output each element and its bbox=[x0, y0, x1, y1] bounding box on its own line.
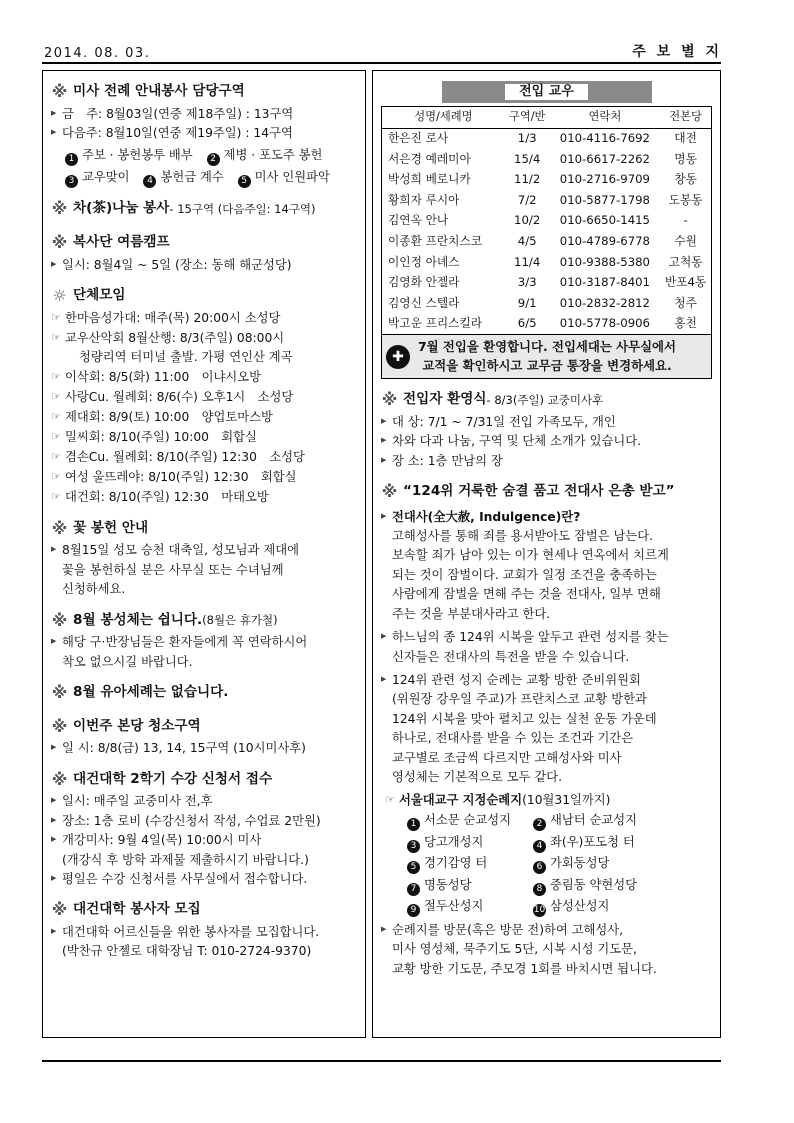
table-row bbox=[382, 190, 712, 211]
bullet-icon: ▶ bbox=[381, 511, 387, 520]
text-line: 124위 관련 성지 순례는 교황 방한 준비위원회 bbox=[392, 672, 641, 687]
group-item: 겸손Cu. 월례회: 8/10(주일) 12:30 소성당 bbox=[65, 450, 305, 465]
text-line: 하느님의 종 124위 시복을 앞두고 관련 성지를 찾는 bbox=[392, 630, 669, 645]
reception-section bbox=[381, 387, 712, 471]
number-badge: 3 bbox=[407, 840, 420, 853]
text-line: 개강미사: 9월 4일(목) 10:00시 미사 bbox=[62, 833, 262, 848]
group-item: 대건회: 8/10(주일) 12:30 마태오방 bbox=[65, 489, 269, 504]
text-line: 착오 없으시길 바랍니다. bbox=[62, 654, 193, 669]
snowflake-icon: ※ bbox=[51, 716, 68, 736]
text-line: (개강식 후 방학 과제물 제출하시기 바랍니다.) bbox=[62, 852, 309, 867]
number-badge: 5 bbox=[407, 861, 420, 874]
bullet-icon: ▶ bbox=[381, 436, 387, 445]
bullet-icon: ▶ bbox=[381, 455, 387, 464]
bullet-icon: ▶ bbox=[381, 416, 387, 425]
section-title: 대건대학 봉사자 모집 bbox=[73, 901, 201, 918]
pointing-hand-icon: ☞ bbox=[51, 310, 61, 324]
table-cell: 한은진 로사 bbox=[388, 131, 449, 146]
text-line: 해당 구·반장님들은 환자들에게 꼭 연락하시어 bbox=[62, 635, 308, 650]
section-subtitle: - 15구역 (다음주일: 14구역) bbox=[169, 202, 316, 217]
text-line: 교구별로 조금씩 다르지만 고해성사와 미사 bbox=[392, 750, 622, 765]
column-header: 성명/세례명 bbox=[382, 107, 505, 129]
bullet-icon: ▶ bbox=[51, 128, 57, 137]
table-cell: 수원 bbox=[674, 233, 697, 248]
text-line: (위원장 강우일 주교)가 프란치스코 교황 방한과 bbox=[392, 692, 647, 707]
table-row bbox=[382, 149, 712, 170]
snowflake-icon: ※ bbox=[51, 683, 68, 703]
table-cell: - bbox=[683, 213, 688, 228]
text-line: 124위 시복을 맞아 펼치고 있는 실천 운동 가운데 bbox=[392, 711, 657, 726]
snowflake-icon: ※ bbox=[51, 199, 68, 219]
text-line: 일시: 매주일 교중미사 전,후 bbox=[62, 794, 213, 809]
text-line: 차와 다과 나눔, 구역 및 단체 소개가 있습니다. bbox=[392, 434, 641, 449]
bullet-icon: ▶ bbox=[51, 259, 57, 268]
column-header: 전본당 bbox=[660, 107, 711, 129]
role-text: 미사 인원파악 bbox=[254, 169, 330, 184]
table-row bbox=[382, 293, 712, 314]
column-header: 구역/반 bbox=[505, 107, 550, 129]
pointing-hand-icon: ☞ bbox=[51, 489, 61, 503]
left-column bbox=[42, 70, 366, 1038]
tea-section bbox=[51, 196, 355, 222]
group-item: 한마음성가대: 매주(목) 20:00시 소성당 bbox=[65, 310, 281, 325]
bullet-icon: ▶ bbox=[381, 925, 387, 933]
text-line: 대건대학 어르신들을 위한 봉사자를 모집합니다. bbox=[62, 924, 320, 939]
table-row bbox=[382, 273, 712, 294]
group-item: 이삭회: 8/5(화) 11:00 이냐시오방 bbox=[65, 370, 261, 385]
table-cell: 고척동 bbox=[668, 254, 703, 269]
role-text: 제병 · 포도주 봉헌 bbox=[223, 148, 323, 163]
section-title: 8월 봉성체는 쉽니다. bbox=[73, 611, 203, 628]
table-cell: 명동 bbox=[674, 151, 697, 166]
table-cell: 010-5778-0906 bbox=[559, 316, 650, 331]
cleaning-section bbox=[51, 714, 355, 759]
liturgy-section bbox=[51, 79, 355, 188]
table-cell: 청주 bbox=[674, 295, 697, 310]
bullet-icon: ▶ bbox=[51, 637, 57, 646]
number-badge: 6 bbox=[533, 861, 546, 874]
table-cell: 홍천 bbox=[674, 316, 697, 331]
column-header: 연락처 bbox=[550, 107, 661, 129]
table-cell: 7/2 bbox=[517, 192, 537, 207]
text-line: 장 소: 1층 만남의 장 bbox=[392, 453, 503, 468]
pointing-hand-icon: ☞ bbox=[51, 410, 61, 424]
pointing-hand-icon: ☞ bbox=[51, 469, 61, 483]
groups-section bbox=[51, 283, 355, 508]
table-header-row bbox=[382, 107, 712, 129]
number-badge: 2 bbox=[207, 153, 220, 166]
text-line: 8월15일 성모 승천 대축일, 성모님과 제대에 bbox=[62, 543, 299, 558]
table-row bbox=[382, 231, 712, 252]
table-cell: 010-5877-1798 bbox=[559, 192, 650, 207]
table-cell: 9/1 bbox=[517, 295, 537, 310]
table-cell: 김연옥 안나 bbox=[388, 213, 449, 228]
table-cell: 박성희 베로니카 bbox=[388, 172, 471, 187]
table-cell: 6/5 bbox=[517, 316, 537, 331]
text-line: 교황 방한 기도문, 주모경 1회를 바치시면 됩니다. bbox=[392, 961, 657, 976]
number-badge: 4 bbox=[143, 175, 156, 188]
snowflake-icon: ※ bbox=[51, 769, 68, 789]
number-badge: 1 bbox=[65, 153, 78, 166]
section-subtitle: - 8/3(주일) 교중미사후 bbox=[486, 392, 604, 407]
section-title: 꽃 봉헌 안내 bbox=[73, 519, 149, 536]
number-badge: 1 bbox=[407, 818, 420, 831]
table-cell: 김영신 스텔라 bbox=[388, 295, 460, 310]
pilgrimage-list bbox=[381, 810, 712, 918]
pilgrimage-subtitle: (10월31일까지) bbox=[522, 792, 611, 807]
transfer-section bbox=[381, 81, 712, 379]
group-item: 제대회: 8/9(토) 10:00 양업토마스방 bbox=[65, 410, 273, 425]
pointing-hand-icon: ☞ bbox=[51, 430, 61, 444]
bullet-icon: ▶ bbox=[51, 926, 57, 935]
snowflake-icon: ※ bbox=[381, 390, 398, 410]
text-line: 영성체는 기본적으로 모두 같다. bbox=[392, 770, 563, 785]
camp-section bbox=[51, 230, 355, 275]
bullet-icon: ▶ bbox=[381, 674, 387, 683]
text-line: (박찬규 안젤로 대학장님 T: 010-2724-9370) bbox=[62, 944, 312, 959]
table-cell: 010-2716-9709 bbox=[559, 172, 650, 187]
text-line: 평일은 수강 신청서를 사무실에서 접수합니다. bbox=[62, 871, 308, 886]
place-name: 당고개성지 bbox=[424, 834, 484, 849]
group-item: 교우산악회 8월산행: 8/3(주일) 08:00시 bbox=[65, 330, 285, 345]
table-cell: 010-3187-8401 bbox=[559, 275, 650, 290]
pointing-hand-icon: ☞ bbox=[51, 370, 61, 384]
role-text: 교우맞이 bbox=[82, 169, 130, 184]
sick-communion-section bbox=[51, 608, 355, 672]
text-line: 사람에게 잠벌을 면해 주는 것을 전대사, 일부 면해 bbox=[392, 587, 661, 602]
number-badge: 9 bbox=[407, 904, 420, 917]
text-line: 다음주: 8월10일(연중 제19주일) : 14구역 bbox=[62, 126, 293, 141]
table-row bbox=[382, 129, 712, 150]
header-rule bbox=[42, 62, 721, 64]
section-title: “124위 거룩한 숨결 품고 전대사 은총 받고” bbox=[403, 482, 675, 499]
welcome-line: 교적을 확인하시고 교무금 통장을 변경하세요. bbox=[422, 357, 672, 373]
sun-icon: ☼ bbox=[52, 286, 67, 306]
bullet-icon: ▶ bbox=[51, 815, 57, 824]
text-line: 장소: 1층 로비 (수강신청서 작성, 수업료 2만원) bbox=[62, 813, 321, 828]
text-line: 되는 것이 잠벌이다. 교회가 일정 조건을 충족하는 bbox=[392, 567, 657, 582]
section-title: 단체모임 bbox=[73, 287, 126, 303]
table-cell: 창동 bbox=[674, 172, 697, 187]
bullet-icon: ▶ bbox=[51, 545, 57, 554]
table-cell: 박고운 프리스킬라 bbox=[388, 316, 483, 331]
table-cell: 010-9388-5380 bbox=[559, 254, 650, 269]
text-line: 금 주: 8월03일(연중 제18주일) : 13구역 bbox=[62, 106, 294, 121]
text-line: 신청하세요. bbox=[62, 582, 126, 597]
text-line: 고해성사를 통해 죄를 용서받아도 잠벌은 남는다. bbox=[392, 529, 654, 544]
table-cell: 대전 bbox=[674, 131, 697, 146]
table-row bbox=[382, 170, 712, 191]
text-line: 하나로, 전대사를 받을 수 있는 조건과 기간은 bbox=[392, 731, 634, 746]
place-name: 서소문 순교성지 bbox=[424, 813, 512, 828]
pointing-hand-icon: ☞ bbox=[385, 792, 395, 806]
table-cell: 010-2832-2812 bbox=[559, 295, 650, 310]
table-cell: 11/4 bbox=[514, 254, 541, 269]
transfer-table bbox=[381, 106, 712, 335]
section-title: 미사 전례 안내봉사 담당구역 bbox=[73, 82, 245, 99]
section-title: 대건대학 2학기 수강 신청서 접수 bbox=[73, 770, 273, 787]
role-text: 주보 · 봉헌봉투 배부 bbox=[82, 148, 193, 163]
table-cell: 010-6650-1415 bbox=[559, 213, 650, 228]
bulletin-date: 2014. 08. 03. bbox=[44, 46, 151, 61]
welcome-notice bbox=[381, 335, 712, 379]
section-title: 이번주 본당 청소구역 bbox=[73, 717, 201, 734]
cross-icon: ✚ bbox=[386, 345, 410, 369]
number-badge: 3 bbox=[65, 175, 78, 188]
table-row bbox=[382, 252, 712, 273]
bullet-icon: ▶ bbox=[381, 632, 387, 641]
text-line: 대 상: 7/1 ~ 7/31일 전입 가족모두, 개인 bbox=[392, 414, 616, 429]
volunteer-section bbox=[51, 897, 355, 961]
flowers-section bbox=[51, 516, 355, 600]
table-cell: 1/3 bbox=[517, 131, 537, 146]
number-badge: 10 bbox=[533, 905, 546, 916]
bulletin-title: 주 보 별 지 bbox=[632, 44, 722, 60]
number-badge: 5 bbox=[238, 175, 251, 188]
baptism-section bbox=[51, 680, 355, 706]
place-name: 가회동성당 bbox=[550, 856, 610, 871]
table-cell: 서은경 예레미아 bbox=[388, 151, 471, 166]
place-name: 명동성당 bbox=[424, 877, 472, 892]
place-name: 중림동 약현성당 bbox=[550, 877, 638, 892]
bullet-icon: ▶ bbox=[51, 796, 57, 805]
section-title: 전입자 환영식 bbox=[403, 391, 487, 408]
welcome-line: 7월 전입을 환영합니다. 전입세대는 사무실에서 bbox=[418, 338, 677, 354]
place-name: 절두산성지 bbox=[424, 899, 484, 914]
table-row bbox=[382, 211, 712, 232]
pointing-hand-icon: ☞ bbox=[51, 330, 61, 344]
group-item: 밀씨회: 8/10(주일) 10:00 회합실 bbox=[65, 430, 257, 445]
text-line: 순례지를 방문(혹은 방문 전)하여 고해성사, bbox=[392, 923, 624, 937]
place-name: 삼성산성지 bbox=[550, 899, 610, 914]
text-line: 일 시: 8/8(금) 13, 14, 15구역 (10시미사후) bbox=[62, 741, 306, 756]
snowflake-icon: ※ bbox=[51, 610, 68, 630]
snowflake-icon: ※ bbox=[51, 900, 68, 920]
place-name: 좌(우)포도청 터 bbox=[550, 834, 635, 849]
snowflake-icon: ※ bbox=[381, 482, 398, 502]
bullet-icon: ▶ bbox=[51, 873, 57, 882]
table-cell: 김영화 안젤라 bbox=[388, 275, 460, 290]
pilgrimage-title: 서울대교구 지정순례지 bbox=[399, 792, 523, 807]
table-cell: 이종환 프란치스코 bbox=[388, 233, 483, 248]
section-title: 차(茶)나눔 봉사 bbox=[73, 200, 170, 217]
section-subtitle: (8월은 휴가철) bbox=[202, 613, 278, 628]
table-cell: 4/5 bbox=[517, 233, 537, 248]
table-cell: 이인정 아녜스 bbox=[388, 254, 460, 269]
text-line: 보속할 죄가 남아 있는 이가 현세나 연옥에서 치르게 bbox=[392, 548, 669, 563]
table-cell: 반포4동 bbox=[664, 275, 707, 290]
snowflake-icon: ※ bbox=[51, 518, 68, 538]
bullet-icon: ▶ bbox=[51, 743, 57, 752]
university-section bbox=[51, 767, 355, 890]
number-badge: 7 bbox=[407, 883, 420, 896]
role-text: 봉헌금 계수 bbox=[160, 169, 224, 184]
table-cell: 010-6617-2262 bbox=[559, 151, 650, 166]
text-line: 일시: 8월4일 ~ 5일 (장소: 동해 해군성당) bbox=[62, 257, 292, 272]
number-badge: 2 bbox=[533, 818, 546, 831]
text-line: 미사 영성체, 묵주기도 5단, 시복 시성 기도문, bbox=[392, 942, 637, 957]
section-title: 복사단 여름캠프 bbox=[73, 233, 170, 250]
table-cell: 010-4789-6778 bbox=[559, 233, 650, 248]
group-item: 여성 울뜨레야: 8/10(주일) 12:30 회합실 bbox=[65, 469, 297, 484]
table-cell: 황희자 루시아 bbox=[388, 192, 460, 207]
text-line: 주는 것을 부분대사라고 한다. bbox=[392, 606, 551, 621]
place-name: 경기감영 터 bbox=[424, 856, 488, 871]
right-column bbox=[372, 70, 721, 1038]
text-line: 신자들은 전대사의 특전을 받을 수 있습니다. bbox=[392, 649, 630, 664]
place-name: 새남터 순교성지 bbox=[550, 813, 638, 828]
table-cell: 도봉동 bbox=[668, 192, 703, 207]
group-item: 사랑Cu. 월례회: 8/6(수) 오후1시 소성당 bbox=[65, 390, 294, 405]
banner-title: 전입 교우 bbox=[505, 84, 588, 100]
table-cell: 3/3 bbox=[517, 275, 537, 290]
table-cell: 10/2 bbox=[514, 213, 541, 228]
number-badge: 4 bbox=[533, 840, 546, 853]
table-cell: 15/4 bbox=[514, 151, 541, 166]
section-title: 8월 유아세례는 없습니다. bbox=[73, 683, 229, 700]
pointing-hand-icon: ☞ bbox=[51, 450, 61, 464]
pointing-hand-icon: ☞ bbox=[51, 390, 61, 404]
text-line: 꽃을 봉헌하실 분은 사무실 또는 수녀님께 bbox=[62, 562, 284, 577]
number-badge: 8 bbox=[533, 883, 546, 896]
indulgence-section bbox=[381, 479, 712, 979]
bullet-icon: ▶ bbox=[51, 108, 57, 117]
table-row bbox=[382, 314, 712, 335]
group-item: 청량리역 터미널 출발. 가평 연인산 계곡 bbox=[79, 350, 293, 365]
snowflake-icon: ※ bbox=[51, 233, 68, 253]
transfer-banner bbox=[442, 81, 652, 103]
table-cell: 010-4116-7692 bbox=[559, 131, 650, 146]
snowflake-icon: ※ bbox=[51, 82, 68, 101]
question-line: 전대사(全大赦, Indulgence)란? bbox=[392, 509, 581, 524]
table-cell: 11/2 bbox=[514, 172, 541, 187]
footer-rule bbox=[42, 1060, 721, 1062]
bullet-icon: ▶ bbox=[51, 835, 57, 844]
